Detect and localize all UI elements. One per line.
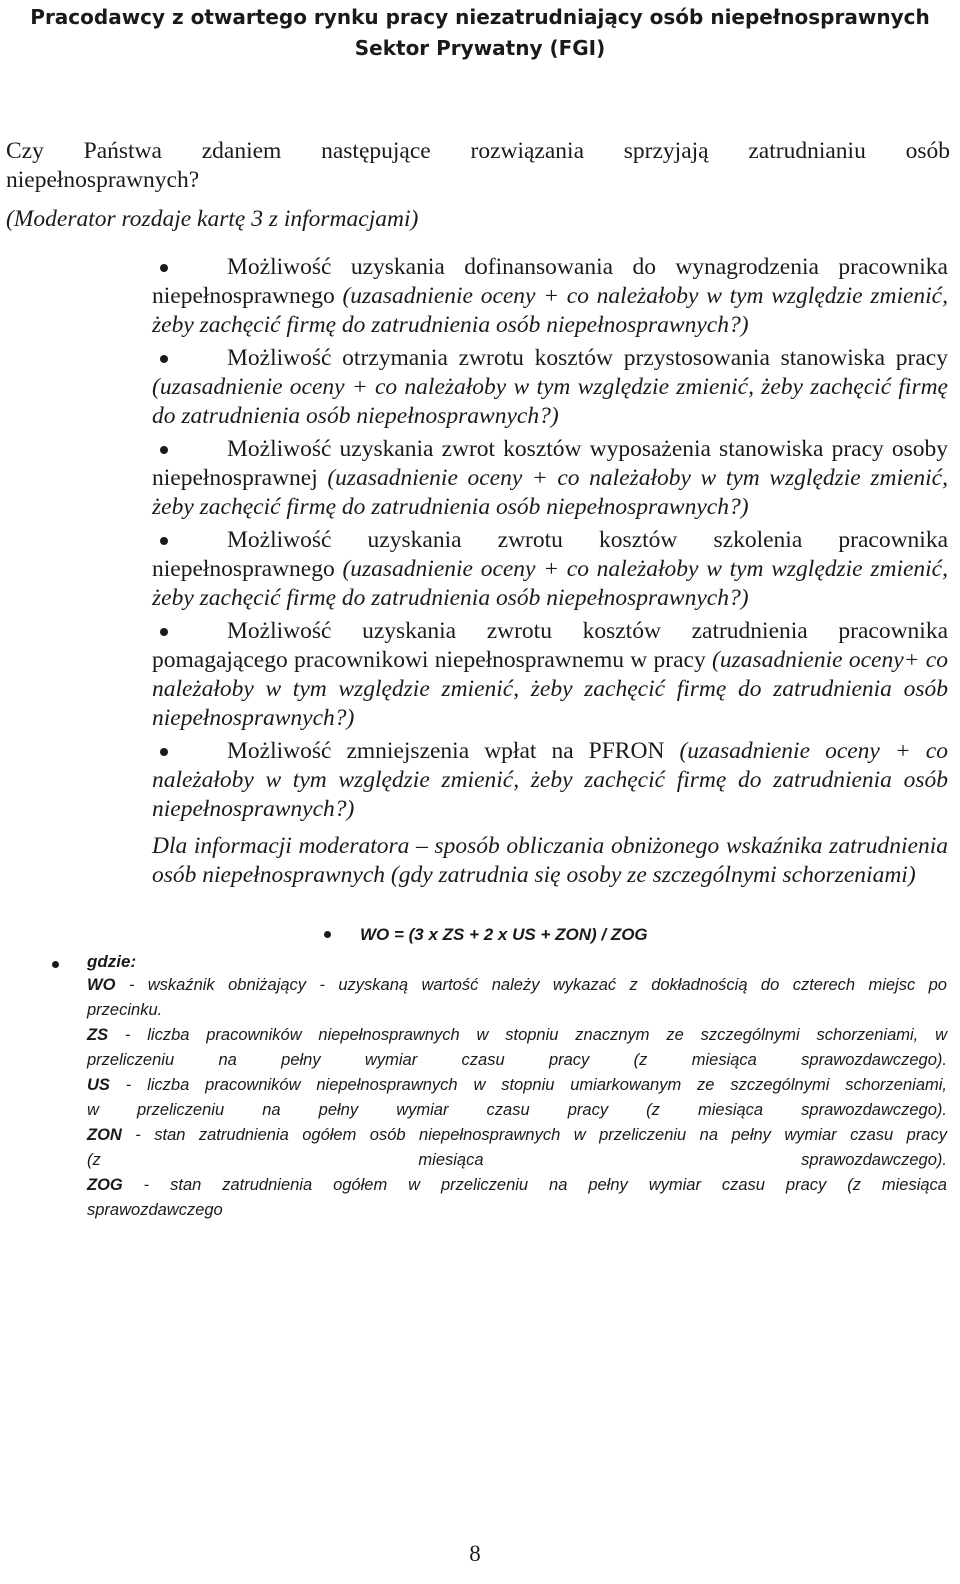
- option-text: Możliwość uzyskania zwrotu kosztów zatrudnienia pracownika pomagającego pracownikowi niepełnosprawnemu w pracy: [152, 618, 948, 673]
- definition-term: ZON: [87, 1126, 122, 1144]
- question: [6, 137, 950, 195]
- page-number: 8: [469, 1541, 481, 1566]
- question-line-2: niepełnosprawnych?: [6, 167, 200, 193]
- definition-text: - stan zatrudnienia ogółem w przeliczeniu na pełny wymiar czasu pracy (z miesiąca: [122, 1176, 947, 1194]
- definition-line: (z miesiąca sprawozdawczego).: [87, 1151, 947, 1169]
- header-subtitle: Sektor Prywatny (FGI): [354, 36, 606, 60]
- definition-line: [87, 1123, 947, 1148]
- list-item: [152, 526, 948, 613]
- where-label: gdzie:: [87, 952, 137, 971]
- bullet-icon: [160, 628, 168, 636]
- definition-line: sprawozdawczego: [87, 1201, 223, 1219]
- definition-text: - stan zatrudnienia ogółem osób niepełnosprawnych w przeliczeniu na pełny wymiar czasu pracy: [121, 1126, 947, 1144]
- option-text: Możliwość otrzymania zwrotu kosztów przystosowania stanowiska pracy: [227, 345, 948, 371]
- page-header: [0, 0, 960, 64]
- bullet-icon: [52, 961, 59, 968]
- options-list: [152, 253, 948, 828]
- definition-term: ZOG: [87, 1176, 123, 1194]
- option-note: (uzasadnienie oceny + co należałoby w tym względzie zmienić, żeby zachęcić firmę do zatrudnienia osób niepełnosprawnych?): [152, 283, 948, 338]
- definitions: [87, 973, 947, 1223]
- definition-text: - liczba pracowników niepełnosprawnych w stopniu znacznym ze szczególnymi schorzeniami, w: [108, 1026, 947, 1044]
- bullet-icon: [160, 446, 168, 454]
- definition-term: US: [87, 1076, 110, 1094]
- formula: WO = (3 x ZS + 2 x US + ZON) / ZOG: [360, 925, 648, 944]
- option-note: (uzasadnienie oceny+ co należałoby w tym względzie zmienić, żeby zachęcić firmę do zatrudnienia osób niepełnosprawnych?): [152, 647, 948, 731]
- definition-line: w przeliczeniu na pełny wymiar czasu pracy (z miesiąca sprawozdawczego).: [87, 1101, 947, 1119]
- definition-term: ZS: [87, 1026, 109, 1044]
- bullet-icon: [160, 264, 168, 272]
- definition-line: [87, 1173, 947, 1198]
- definition-line: [87, 973, 947, 998]
- definition-term: WO: [87, 976, 116, 994]
- option-note: (uzasadnienie oceny + co należałoby w tym względzie zmienić, żeby zachęcić firmę do zatrudnienia osób niepełnosprawnych?): [152, 465, 948, 520]
- definition-line: przecinku.: [87, 1001, 163, 1019]
- header-title: Pracodawcy z otwartego rynku pracy niezatrudniający osób niepełnosprawnych: [30, 5, 930, 29]
- list-item: [152, 344, 948, 431]
- bullet-icon: [160, 748, 168, 756]
- list-item: [152, 435, 948, 522]
- list-item: [152, 737, 948, 824]
- definition-line: przeliczeniu na pełny wymiar czasu pracy (z miesiąca sprawozdawczego).: [87, 1051, 947, 1069]
- bullet-icon: [160, 355, 168, 363]
- option-note: (uzasadnienie oceny + co należałoby w tym względzie zmienić, żeby zachęcić firmę do zatrudnienia osób niepełnosprawnych?): [152, 374, 948, 429]
- list-item: [152, 253, 948, 340]
- bullet-icon: [324, 931, 331, 938]
- list-item: [152, 617, 948, 733]
- bullet-icon: [160, 537, 168, 545]
- option-text: Możliwość zmniejszenia wpłat na PFRON: [227, 738, 680, 764]
- option-note: (uzasadnienie oceny + co należałoby w tym względzie zmienić, żeby zachęcić firmę do zatrudnienia osób niepełnosprawnych?): [152, 738, 948, 822]
- option-text: Możliwość uzyskania zwrot kosztów wyposażenia stanowiska pracy osoby niepełnosprawnej: [152, 436, 948, 491]
- option-text: Możliwość uzyskania dofinansowania do wynagrodzenia pracownika niepełnosprawnego: [152, 254, 948, 309]
- definition-line: [87, 1023, 947, 1048]
- definition-line: [87, 1073, 947, 1098]
- option-note: (uzasadnienie oceny + co należałoby w tym względzie zmienić, żeby zachęcić firmę do zatrudnienia osób niepełnosprawnych?): [152, 556, 948, 611]
- question-line-1: Czy Państwa zdaniem następujące rozwiązania sprzyjają zatrudnianiu osób: [6, 138, 950, 164]
- definition-text: - liczba pracowników niepełnosprawnych w stopniu umiarkowanym ze szczególnymi schorzeniami,: [109, 1076, 947, 1094]
- moderator-info: Dla informacji moderatora – sposób obliczania obniżonego wskaźnika zatrudnienia osób niepełnosprawnych (gdy zatrudnia się osoby ze szczególnymi schorzeniami): [152, 833, 948, 888]
- option-text: Możliwość uzyskania zwrotu kosztów szkolenia pracownika niepełnosprawnego: [152, 527, 948, 582]
- moderator-note: (Moderator rozdaje kartę 3 z informacjami): [6, 206, 419, 232]
- definition-text: - wskaźnik obniżający - uzyskaną wartość należy wykazać z dokładnością do czterech miejsc po: [115, 976, 947, 994]
